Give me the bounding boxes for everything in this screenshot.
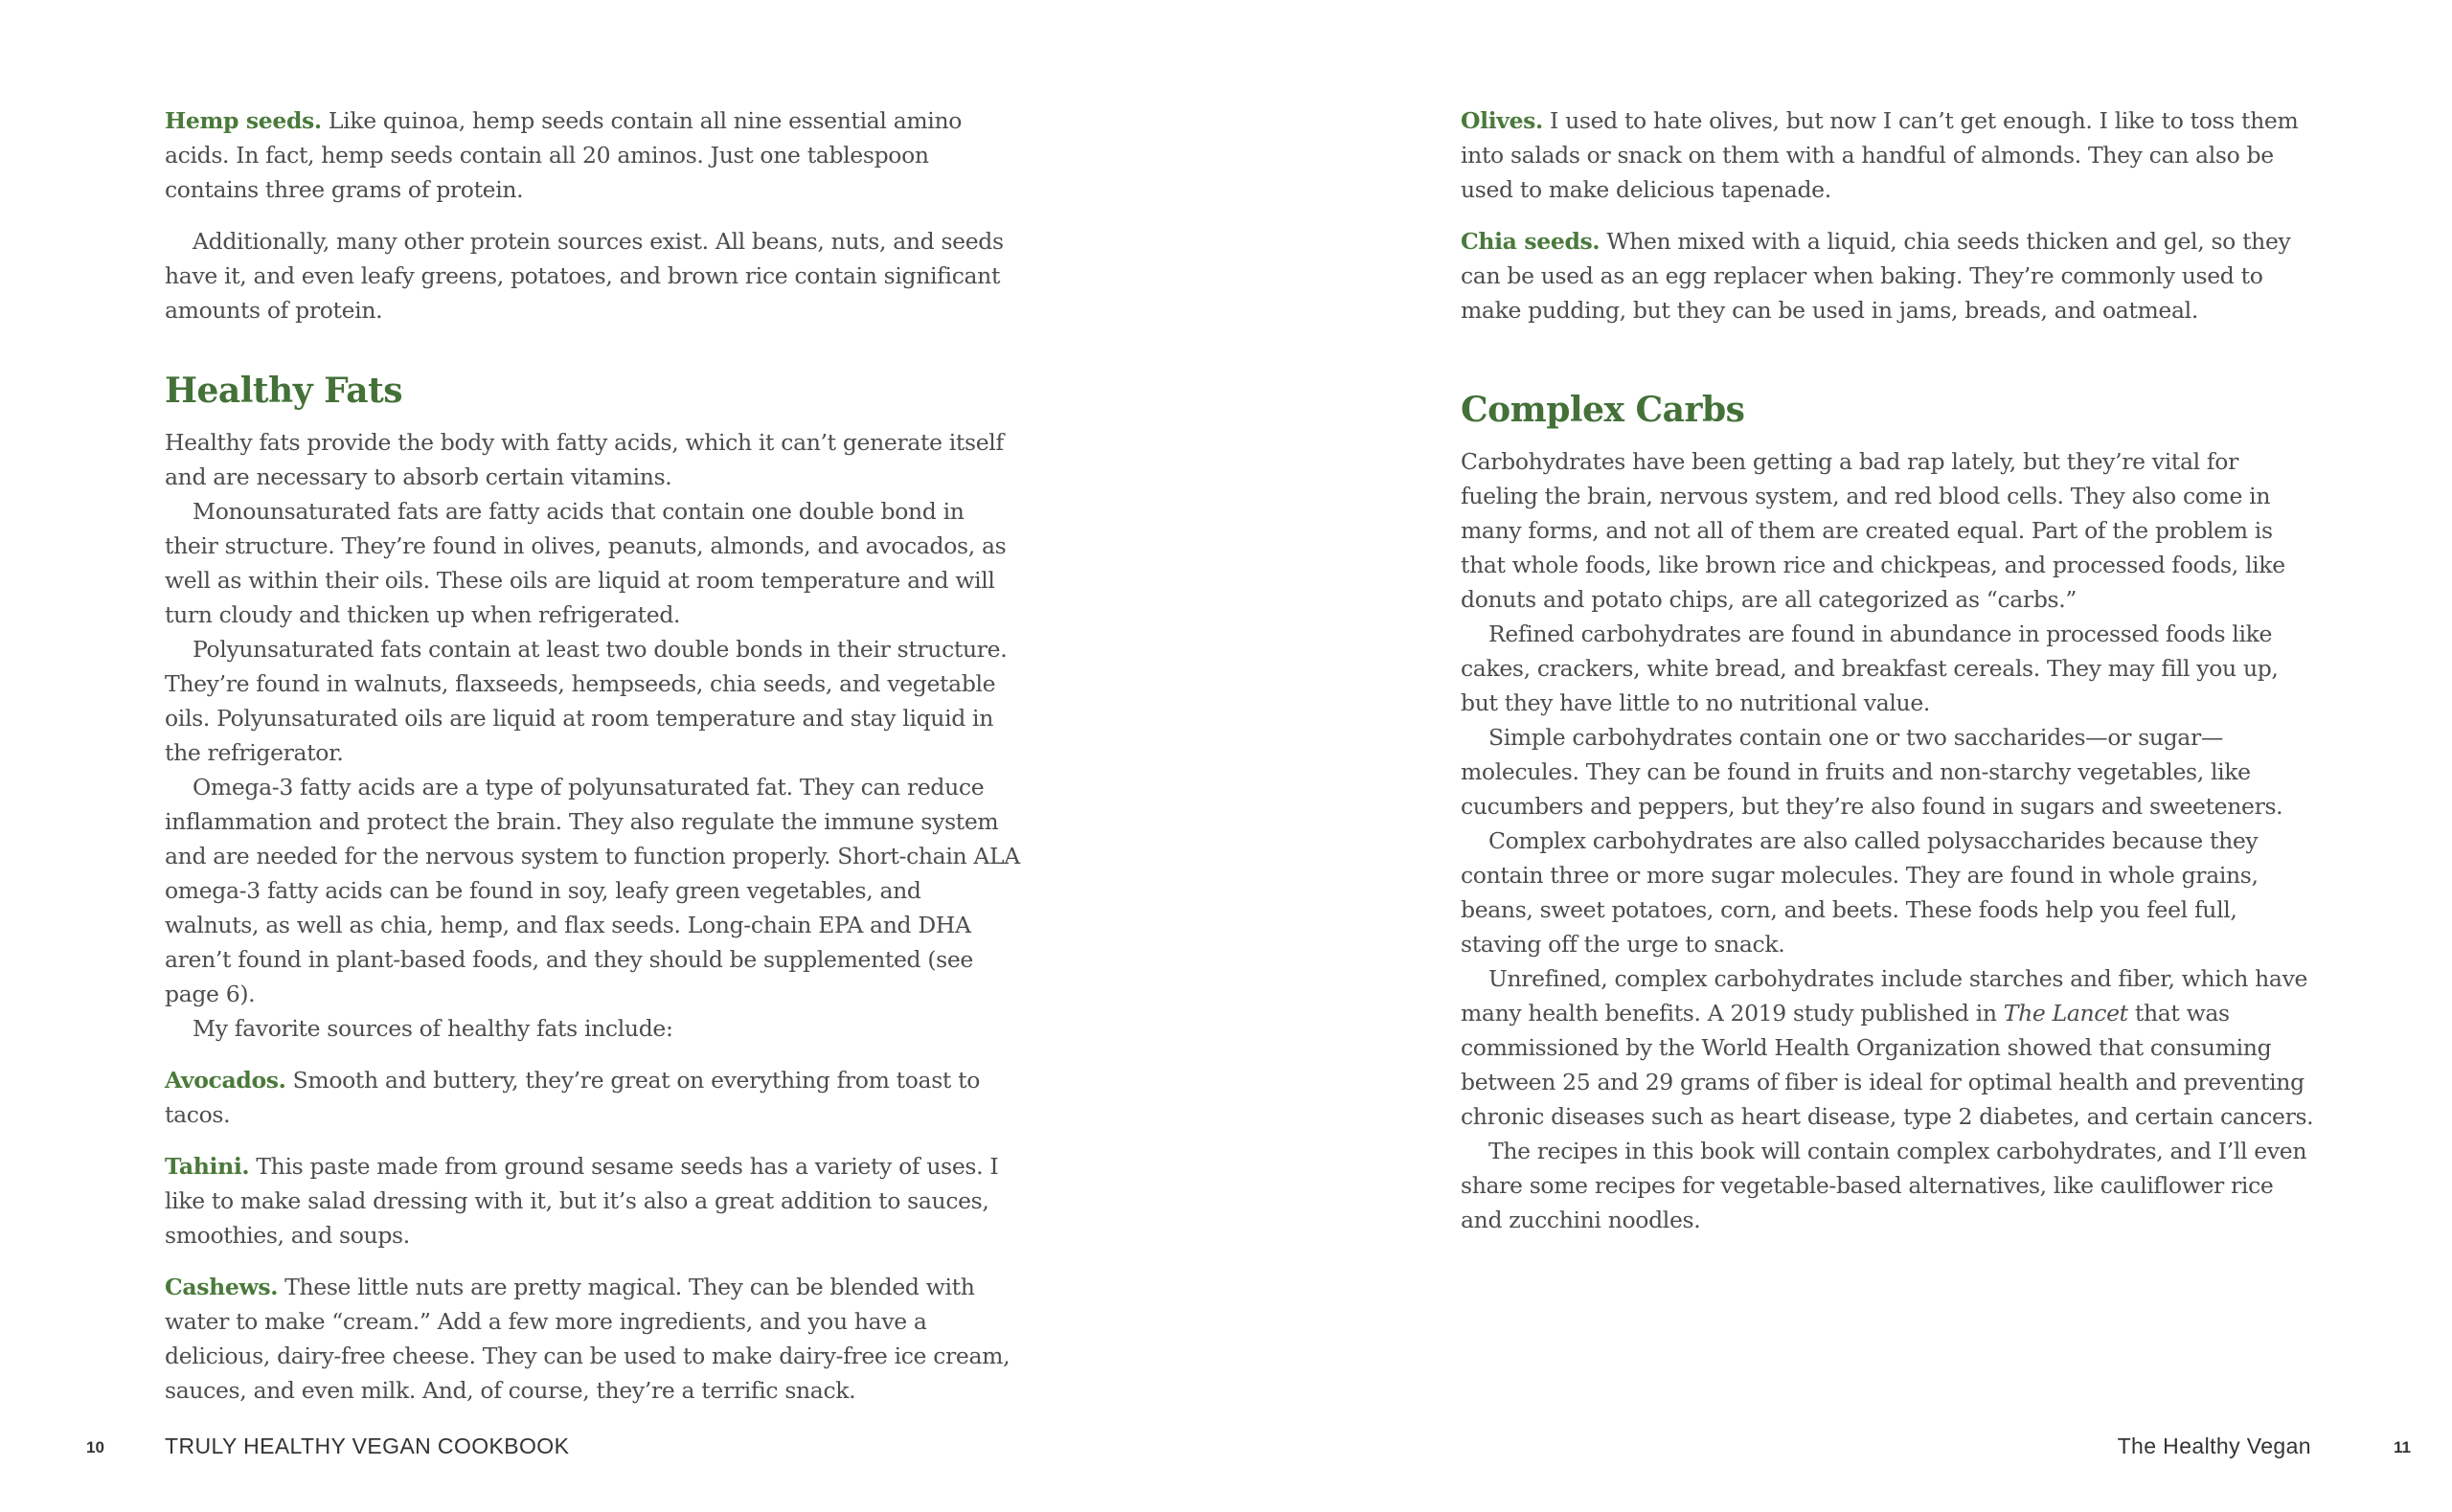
running-head-right: The Healthy Vegan [2117, 1433, 2311, 1458]
journal-title: The Lancet [2003, 1000, 2128, 1027]
carbs-paragraph: Simple carbohydrates contain one or two saccharides—or sugar—molecules. They can be found in fruits and non-starchy vegetables, like cucumbers and peppers, but they’re also found in sugars and sweeteners. [1461, 724, 2283, 820]
term-cashews: Cashews. [165, 1274, 279, 1300]
page-number-right: 11 [2394, 1438, 2411, 1456]
term-tahini: Tahini. [165, 1153, 250, 1180]
entry-text: Like quinoa, hemp seeds contain all nine essential amino acids. In fact, hemp seeds contain all 20 aminos. Just one tablespoon contains three grams of protein. [165, 107, 963, 203]
entry-cashews [165, 1270, 1021, 1408]
term-chia-seeds: Chia seeds. [1461, 228, 1601, 255]
section-heading-healthy-fats: Healthy Fats [165, 371, 402, 411]
carbs-paragraph: Carbohydrates have been getting a bad rap lately, but they’re vital for fueling the brain, nervous system, and red blood cells. They also come in many forms, and not all of them are created equal. Part of the problem is that whole foods, like brown rice and chickpeas, and processed foods, like donuts and potato chips, are all categorized as “carbs.” [1461, 448, 2285, 613]
lancet-text-after: that was commissioned by the World Health Organization showed that consuming between 25 and 29 grams of fiber is ideal for optimal health and preventing chronic diseases such as heart disease, type 2 diabetes, and certain cancers. [1461, 1000, 2314, 1130]
entry-chia-seeds [1461, 224, 2318, 327]
lancet-text-before: Unrefined, complex carbohydrates include starches and fiber, which have many health benefits. A 2019 study published in [1461, 965, 2308, 1027]
page-number-left: 10 [86, 1438, 104, 1456]
term-olives: Olives. [1461, 107, 1543, 134]
fats-paragraph: Omega-3 fatty acids are a type of polyunsaturated fat. They can reduce inflammation and protect the brain. They also regulate the immune system and are needed for the nervous system to function properly. Short-chain ALA omega-3 fatty acids can be found in soy, leafy green vegetables, and walnuts, as well as chia, hemp, and flax seeds. Long-chain EPA and DHA aren’t found in plant-based foods, and they should be supplemented (see page 6). [165, 774, 1020, 1007]
entry-text: This paste made from ground sesame seeds has a variety of uses. I like to make salad dressing with it, but it’s also a great addition to sauces, smoothies, and soups. [165, 1153, 999, 1249]
entry-text: These little nuts are pretty magical. They can be blended with water to make “cream.” Add a few more ingredients, and you have a delicious, dairy-free cheese. They can be used to make dairy-free ice cream, sauces, and even milk. And, of course, they’re a terrific snack. [165, 1274, 1010, 1404]
entry-text: When mixed with a liquid, chia seeds thicken and gel, so they can be used as an egg replacer when baking. They’re commonly used to make pudding, but they can be used in jams, breads, and oatmeal. [1461, 228, 2291, 324]
right-page [1226, 0, 2452, 1512]
lancet-paragraph [1461, 961, 2318, 1134]
entry-hemp-seeds [165, 103, 1021, 207]
carbs-paragraph: Refined carbohydrates are found in abundance in processed foods like cakes, crackers, white bread, and breakfast cereals. They may fill you up, but they have little to no nutritional value. [1461, 621, 2279, 716]
term-avocados: Avocados. [165, 1067, 286, 1094]
left-text-column [165, 103, 1021, 1425]
entry-olives [1461, 103, 2318, 207]
fats-paragraph: Monounsaturated fats are fatty acids that contain one double bond in their structure. They’re found in olives, peanuts, almonds, and avocados, as well as within their oils. These oils are liquid at room temperature and will turn cloudy and thicken up when refrigerated. [165, 498, 1007, 628]
entry-avocados [165, 1063, 1021, 1132]
running-head-left: TRULY HEALTHY VEGAN COOKBOOK [165, 1433, 570, 1458]
carbs-paragraph: Complex carbohydrates are also called polysaccharides because they contain three or more sugar molecules. They are found in whole grains, beans, sweet potatoes, corn, and beets. These foods help you feel full, staving off the urge to snack. [1461, 827, 2259, 958]
entry-tahini [165, 1149, 1021, 1252]
protein-paragraph: Additionally, many other protein sources exist. All beans, nuts, and seeds have it, and even leafy greens, potatoes, and brown rice contain significant amounts of protein. [165, 228, 1004, 324]
entry-text: Smooth and buttery, they’re great on everything from toast to tacos. [165, 1067, 981, 1128]
fats-paragraph: Healthy fats provide the body with fatty acids, which it can’t generate itself and are necessary to absorb certain vitamins. [165, 429, 1004, 490]
closing-paragraph: The recipes in this book will contain complex carbohydrates, and I’ll even share some recipes for vegetable-based alternatives, like cauliflower rice and zucchini noodles. [1461, 1138, 2307, 1233]
section-heading-complex-carbs: Complex Carbs [1461, 390, 1745, 430]
entry-text: I used to hate olives, but now I can’t get enough. I like to toss them into salads or snack on them with a handful of almonds. They can also be used to make delicious tapenade. [1461, 107, 2299, 203]
right-text-column [1461, 103, 2318, 1237]
fats-paragraph: Polyunsaturated fats contain at least two double bonds in their structure. They’re found in walnuts, flaxseeds, hempseeds, chia seeds, and vegetable oils. Polyunsaturated oils are liquid at room temperature and stay liquid in the refrigerator. [165, 636, 1008, 766]
term-hemp-seeds: Hemp seeds. [165, 107, 322, 134]
fats-paragraph: My favorite sources of healthy fats include: [193, 1015, 673, 1042]
